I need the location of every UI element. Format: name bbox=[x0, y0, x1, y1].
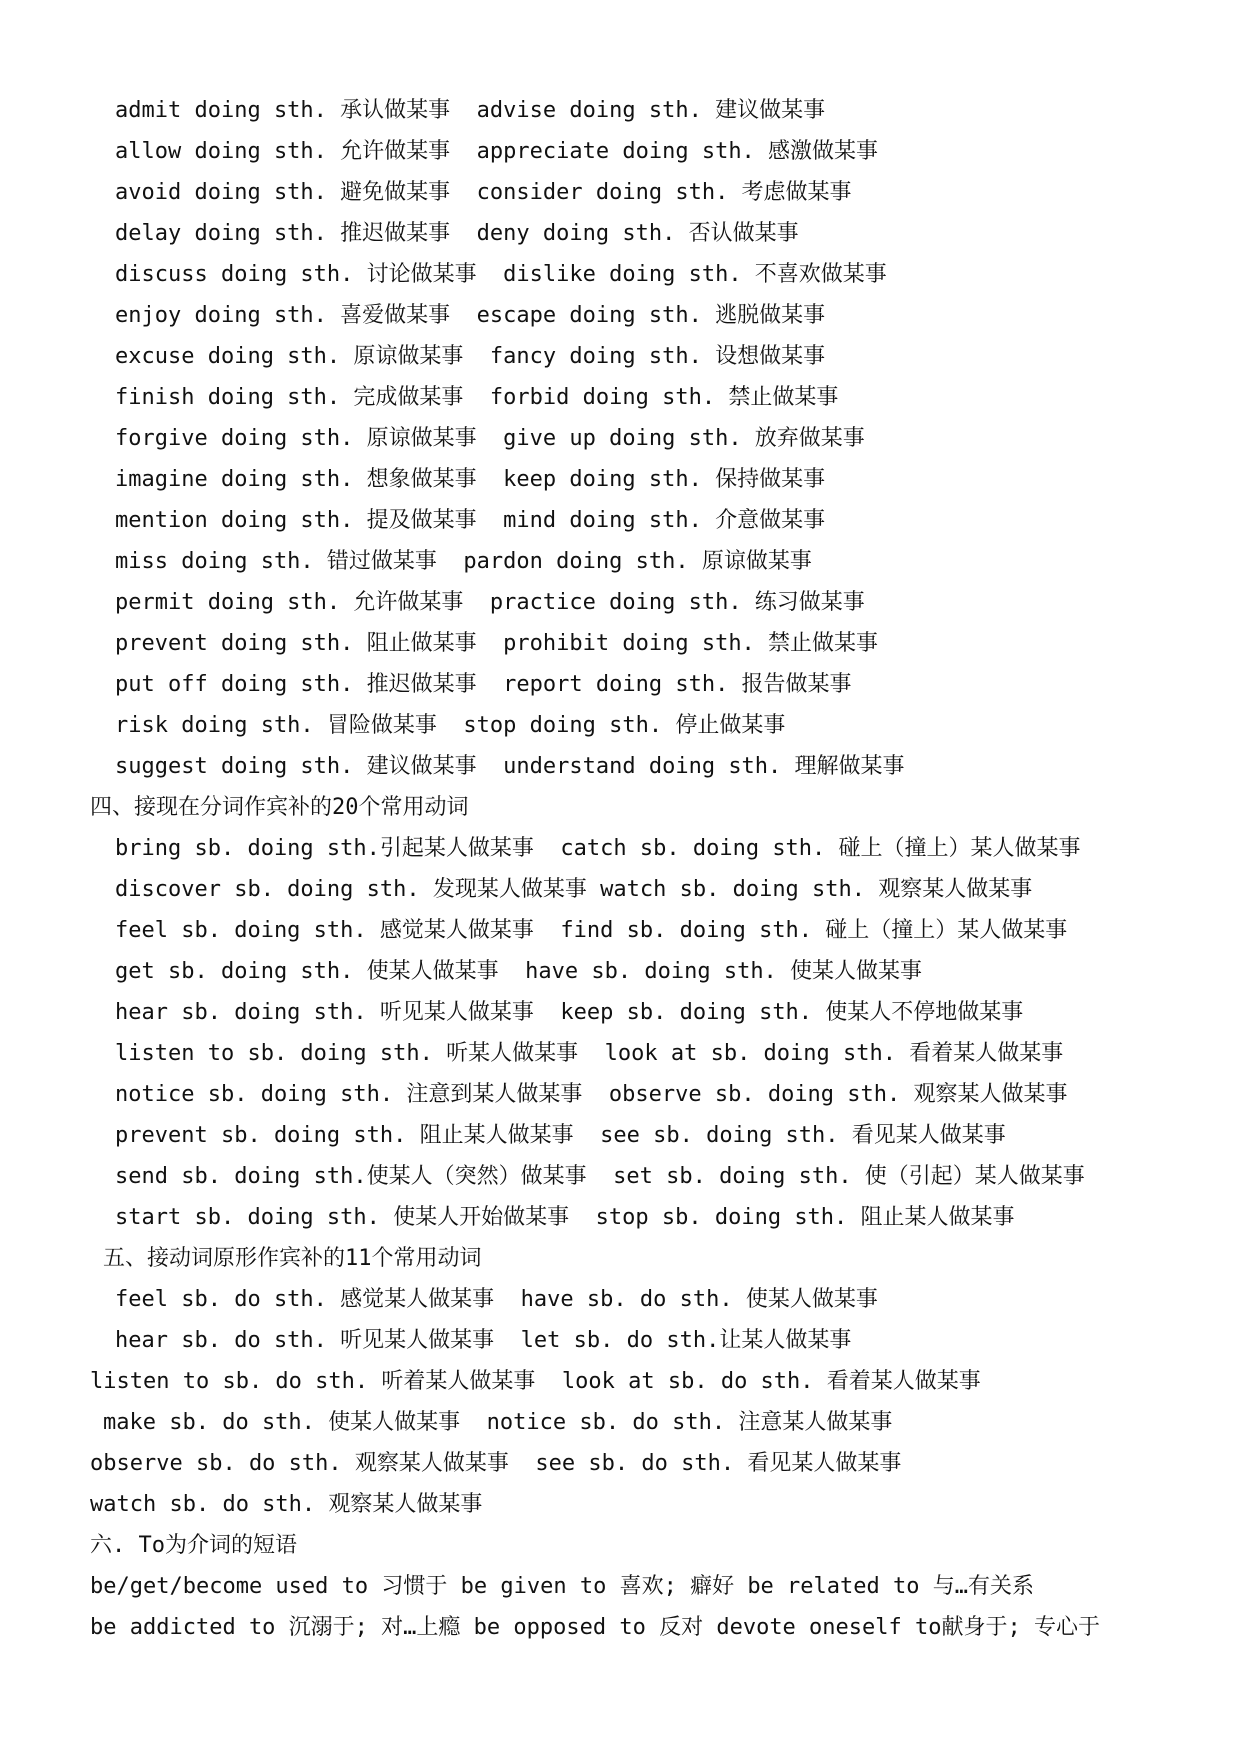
text-line: be addicted to 沉溺于; 对…上瘾 be opposed to 反对 devote oneself to献身于; 专心于 bbox=[90, 1615, 1100, 1640]
text-line: send sb. doing sth.使某人（突然）做某事 set sb. doing sth. 使（引起）某人做某事 bbox=[115, 1164, 1085, 1189]
text-line: risk doing sth. 冒险做某事 stop doing sth. 停止做某事 bbox=[115, 713, 786, 738]
text-line: get sb. doing sth. 使某人做某事 have sb. doing sth. 使某人做某事 bbox=[115, 959, 923, 984]
text-line: discuss doing sth. 讨论做某事 dislike doing sth. 不喜欢做某事 bbox=[115, 262, 887, 287]
text-line: forgive doing sth. 原谅做某事 give up doing sth. 放弃做某事 bbox=[115, 426, 865, 451]
text-line: hear sb. doing sth. 听见某人做某事 keep sb. doing sth. 使某人不停地做某事 bbox=[115, 1000, 1024, 1025]
text-line: suggest doing sth. 建议做某事 understand doing sth. 理解做某事 bbox=[115, 754, 905, 779]
text-line: allow doing sth. 允许做某事 appreciate doing sth. 感激做某事 bbox=[115, 139, 879, 164]
text-line: admit doing sth. 承认做某事 advise doing sth. 建议做某事 bbox=[115, 98, 826, 123]
text-line: imagine doing sth. 想象做某事 keep doing sth. 保持做某事 bbox=[115, 467, 826, 492]
text-line: listen to sb. do sth. 听着某人做某事 look at sb. do sth. 看着某人做某事 bbox=[90, 1369, 981, 1394]
text-line: observe sb. do sth. 观察某人做某事 see sb. do sth. 看见某人做某事 bbox=[90, 1451, 902, 1476]
text-line: mention doing sth. 提及做某事 mind doing sth. 介意做某事 bbox=[115, 508, 826, 533]
section-heading: 六. To为介词的短语 bbox=[90, 1533, 297, 1558]
text-line: permit doing sth. 允许做某事 practice doing sth. 练习做某事 bbox=[115, 590, 865, 615]
text-line: watch sb. do sth. 观察某人做某事 bbox=[90, 1492, 483, 1517]
text-line: notice sb. doing sth. 注意到某人做某事 observe sb. doing sth. 观察某人做某事 bbox=[115, 1082, 1068, 1107]
text-line: enjoy doing sth. 喜爱做某事 escape doing sth. 逃脱做某事 bbox=[115, 303, 826, 328]
text-line: feel sb. doing sth. 感觉某人做某事 find sb. doing sth. 碰上（撞上）某人做某事 bbox=[115, 918, 1068, 943]
text-line: bring sb. doing sth.引起某人做某事 catch sb. doing sth. 碰上（撞上）某人做某事 bbox=[115, 836, 1081, 861]
text-line: discover sb. doing sth. 发现某人做某事 watch sb. doing sth. 观察某人做某事 bbox=[115, 877, 1033, 902]
text-line: make sb. do sth. 使某人做某事 notice sb. do sth. 注意某人做某事 bbox=[103, 1410, 893, 1435]
text-line: hear sb. do sth. 听见某人做某事 let sb. do sth.让某人做某事 bbox=[115, 1328, 852, 1353]
text-line: excuse doing sth. 原谅做某事 fancy doing sth. 设想做某事 bbox=[115, 344, 826, 369]
text-line: prevent sb. doing sth. 阻止某人做某事 see sb. doing sth. 看见某人做某事 bbox=[115, 1123, 1006, 1148]
text-line: listen to sb. doing sth. 听某人做某事 look at sb. doing sth. 看着某人做某事 bbox=[115, 1041, 1064, 1066]
text-line: put off doing sth. 推迟做某事 report doing sth. 报告做某事 bbox=[115, 672, 852, 697]
text-line: miss doing sth. 错过做某事 pardon doing sth. 原谅做某事 bbox=[115, 549, 812, 574]
text-line: be/get/become used to 习惯于 be given to 喜欢; 癖好 be related to 与…有关系 bbox=[90, 1574, 1034, 1599]
text-line: start sb. doing sth. 使某人开始做某事 stop sb. doing sth. 阻止某人做某事 bbox=[115, 1205, 1015, 1230]
text-line: avoid doing sth. 避免做某事 consider doing sth. 考虑做某事 bbox=[115, 180, 852, 205]
text-line: finish doing sth. 完成做某事 forbid doing sth. 禁止做某事 bbox=[115, 385, 839, 410]
section-heading: 五、接动词原形作宾补的11个常用动词 bbox=[103, 1246, 482, 1271]
text-line: prevent doing sth. 阻止做某事 prohibit doing sth. 禁止做某事 bbox=[115, 631, 879, 656]
text-line: feel sb. do sth. 感觉某人做某事 have sb. do sth. 使某人做某事 bbox=[115, 1287, 878, 1312]
text-line: delay doing sth. 推迟做某事 deny doing sth. 否认做某事 bbox=[115, 221, 799, 246]
section-heading: 四、接现在分词作宾补的20个常用动词 bbox=[90, 795, 469, 820]
